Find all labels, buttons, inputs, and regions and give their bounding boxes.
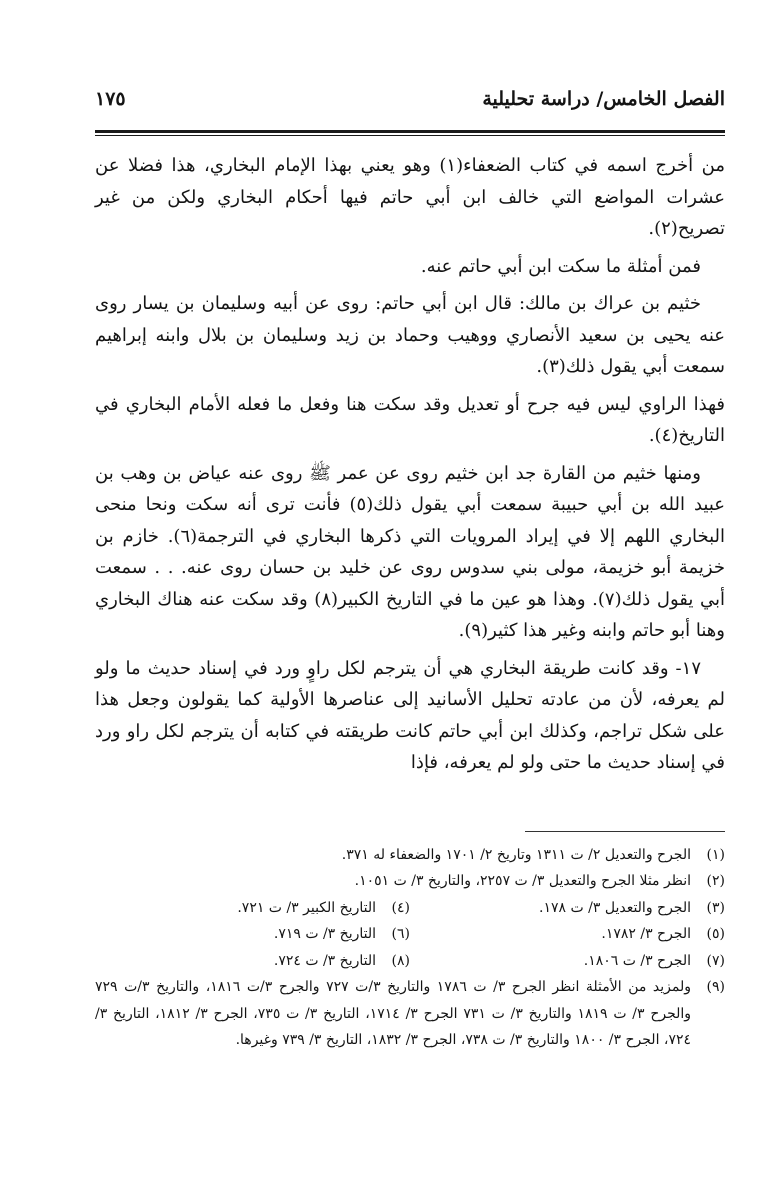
footnote-pair	[95, 895, 725, 922]
footnote-text: التاريخ ٣/ ت ٧٢٤.	[273, 952, 376, 969]
footnote	[410, 895, 725, 922]
paragraph-3: خثيم بن عراك بن مالك: قال ابن أبي حاتم: روى عن أبيه وسليمان بن يسار روى عنه يحيى بن سعيد الأنصاري ووهيب وحماد بن زيد وسليمان بن بلال وابنه إبراهيم سمعت أبي يقول ذلك(٣).	[95, 293, 725, 377]
chapter-title: الفصل الخامس/ دراسة تحليلية	[482, 88, 725, 110]
footnote	[410, 948, 725, 975]
document-page	[95, 88, 725, 1054]
footnote-number: (٦)	[391, 926, 410, 942]
footnote-separator	[525, 831, 725, 832]
paragraph-2: فمن أمثلة ما سكت ابن أبي حاتم عنه.	[420, 255, 701, 277]
footnote-number: (٣)	[706, 899, 725, 916]
footnote-text: ولمزيد من الأمثلة انظر الجرح ٣/ ت ١٧٨٦ والتاريخ ٣/ت ٧٢٧ والجرح ٣/ت ١٨١٦، والتاريخ ٣/ت ٧٢٩ والجرح ٣/ ت ١٨١٩ والتاريخ ٣/ ت ٧٣١ الجرح ٣/ ١٧١٤، التاريخ ٣/ ت ٧٣٥، الجرح ٣/ ١٨١٢، التاريخ ٣/ ٧٢٤، الجرح ٣/ ١٨٠٠ والتاريخ ٣/ ت ٧٣٨، الجرح ٣/ ١٨٣٢، التاريخ ٣/ ٧٣٩ وغيرها.	[95, 979, 692, 1048]
footnote-text: الجرح والتعديل ٣/ ت ١٧٨.	[539, 899, 691, 916]
footnote-pair	[95, 948, 725, 975]
footnote-number: (٧)	[706, 952, 725, 969]
footnote-text: انظر مثلا الجرح والتعديل ٣/ ت ٢٢٥٧، والتاريخ ٣/ ت ١٠٥١.	[354, 873, 691, 889]
paragraph-1: من أخرج اسمه في كتاب الضعفاء(١) وهو يعني بهذا الإمام البخاري، هذا فضلا عن عشرات المواضع التي خالف ابن أبي حاتم فيها أحكام البخاري ولكن من غير تصريح(٢).	[95, 155, 725, 239]
footnote-text: الجرح والتعديل ٢/ ت ١٣١١ وتاريخ ٢/ ١٧٠١ والضعفاء له ٣٧١.	[341, 846, 691, 863]
footnote	[95, 868, 725, 895]
header-rule-thick	[95, 130, 725, 133]
footnote-number: (٥)	[706, 926, 725, 942]
footnote	[95, 974, 725, 1054]
body-text	[95, 150, 725, 779]
footnote-number: (٤)	[391, 899, 410, 916]
footnote	[95, 948, 410, 975]
paragraph-6: ١٧- وقد كانت طريقة البخاري هي أن يترجم لكل راوٍ ورد في إسناد حديث ما ولو لم يعرفه، لأن من عادته تحليل الأسانيد إلى عناصرها الأولية كما يقولون وجعل هذا على شكل تراجم، وكذلك ابن أبي حاتم كانت طريقته في كتابه أن يترجم لكل راو ورد في إسناد حديث ما حتى ولو لم يعرفه، فإذا	[95, 657, 725, 773]
footnote-text: الجرح ٣/ ١٧٨٢.	[601, 926, 691, 942]
footnote-text: التاريخ ٣/ ت ٧١٩.	[273, 926, 376, 942]
footnote-number: (٢)	[706, 873, 725, 889]
footnote	[95, 895, 410, 922]
header-rule-thin	[95, 135, 725, 136]
paragraph-5: ومنها خثيم من القارة جد ابن خثيم روى عن عمر ﷺ روى عنه عياض بن وهب بن عبيد الله بن أبي حبيبة سمعت أبي يقول ذلك(٥) فأنت ترى أنه سكت ونحا منحى البخاري اللهم إلا في إيراد المرويات التي ذكرها البخاري في الترجمة(٦). خازم بن خزيمة أبو خزيمة، مولى بني سدوس روى عن خليد بن حسان روى عنه. . . سمعت أبي يقول ذلك(٧). وهذا هو عين ما في التاريخ الكبير(٨) وقد سكت عنه هناك البخاري وهنا أبو حاتم وابنه وغير هذا كثير(٩).	[95, 462, 726, 641]
footnote-text: الجرح ٣/ ت ١٨٠٦.	[583, 952, 691, 969]
footnotes	[95, 842, 725, 1054]
footnote-number: (٨)	[391, 952, 410, 969]
footnote-number: (١)	[706, 846, 725, 863]
footnote	[95, 921, 410, 948]
paragraph-4: فهذا الراوي ليس فيه جرح أو تعديل وقد سكت هنا وفعل ما فعله الأمام البخاري في التاريخ(٤).	[95, 393, 725, 446]
page-number: ١٧٥	[95, 88, 126, 110]
running-header	[95, 88, 725, 130]
footnote	[410, 921, 725, 948]
footnote	[95, 842, 725, 869]
footnote-pair	[95, 921, 725, 948]
footnote-text: التاريخ الكبير ٣/ ت ٧٢١.	[237, 899, 376, 916]
footnote-number: (٩)	[706, 979, 725, 995]
